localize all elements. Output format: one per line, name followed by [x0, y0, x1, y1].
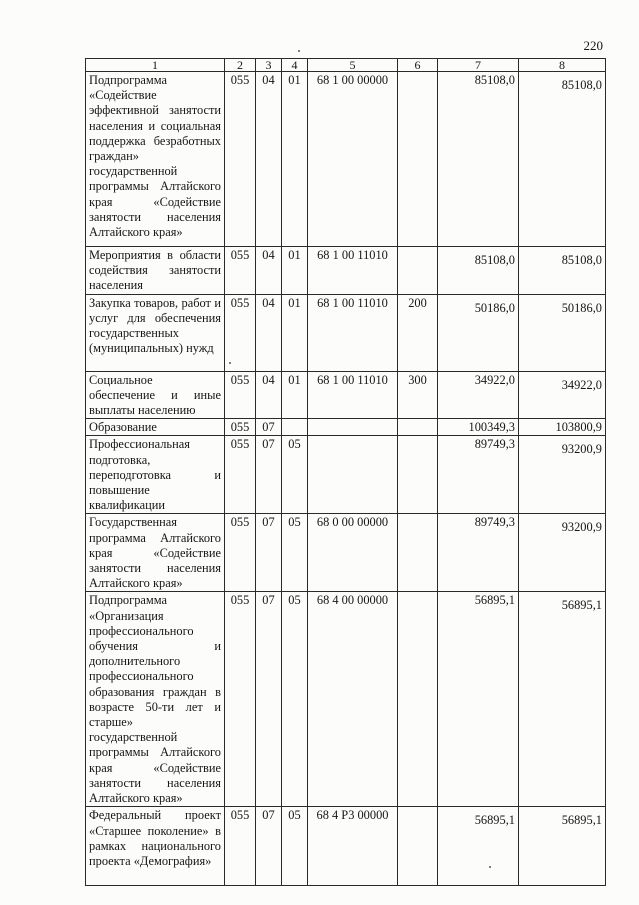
- cell-pr: 01: [282, 294, 308, 371]
- cell-csr: 68 1 00 11010: [308, 294, 398, 371]
- row-name: Государственная программа Алтайского края «Содействие занятости населения Алтайского края»: [86, 514, 225, 592]
- cell-sum2: 93200,9: [519, 514, 606, 592]
- row-name: Федеральный проект «Старшее поколение» в рамках национального проекта «Демография»: [86, 807, 225, 886]
- cell-rz: 04: [256, 371, 282, 419]
- cell-sum1: 89749,3: [438, 514, 519, 592]
- cell-csr: 68 1 00 11010: [308, 371, 398, 419]
- cell-vr: [398, 436, 438, 514]
- cell-csr: 68 4 P3 00000: [308, 807, 398, 886]
- column-header: 2: [225, 59, 256, 72]
- cell-csr: 68 1 00 00000: [308, 72, 398, 247]
- cell-ved: 055: [225, 807, 256, 886]
- table-row: [86, 72, 606, 247]
- column-header: 5: [308, 59, 398, 72]
- cell-sum1: 85108,0: [438, 247, 519, 295]
- cell-sum2: 34922,0: [519, 371, 606, 419]
- cell-vr: [398, 247, 438, 295]
- table-row: [86, 247, 606, 295]
- row-name: Подпрограмма «Организация профессионального обучения и дополнительного профессионального образования граждан в возрасте 50-ти лет и старше» государственной программы Алтайского края «Содействие занятости населения Алтайского края»: [86, 592, 225, 807]
- cell-sum2: 50186,0: [519, 294, 606, 371]
- cell-sum1: 100349,3: [438, 419, 519, 436]
- cell-rz: 07: [256, 514, 282, 592]
- table-row: [86, 592, 606, 807]
- cell-pr: 05: [282, 514, 308, 592]
- cell-vr: 200: [398, 294, 438, 371]
- cell-ved: 055: [225, 247, 256, 295]
- cell-sum2: 85108,0: [519, 72, 606, 247]
- table-row: [86, 294, 606, 371]
- cell-sum2: 56895,1: [519, 592, 606, 807]
- table-row: [86, 514, 606, 592]
- cell-sum1: 50186,0: [438, 294, 519, 371]
- cell-pr: 01: [282, 247, 308, 295]
- scan-speck: [298, 50, 300, 52]
- table-row: [86, 436, 606, 514]
- cell-sum2: 93200,9: [519, 436, 606, 514]
- table-row: [86, 807, 606, 886]
- cell-sum1: 56895,1: [438, 592, 519, 807]
- cell-pr: 01: [282, 371, 308, 419]
- cell-csr: 68 4 00 00000: [308, 592, 398, 807]
- table-row: [86, 371, 606, 419]
- column-header: 6: [398, 59, 438, 72]
- cell-sum1: 89749,3: [438, 436, 519, 514]
- cell-rz: 07: [256, 419, 282, 436]
- cell-rz: 07: [256, 436, 282, 514]
- cell-pr: 05: [282, 807, 308, 886]
- column-header: 4: [282, 59, 308, 72]
- cell-sum2: 56895,1: [519, 807, 606, 886]
- cell-ved: 055: [225, 72, 256, 247]
- cell-sum1: 56895,1: [438, 807, 519, 886]
- cell-pr: [282, 419, 308, 436]
- cell-vr: 300: [398, 371, 438, 419]
- cell-rz: 07: [256, 807, 282, 886]
- cell-ved: 055: [225, 514, 256, 592]
- column-header: 3: [256, 59, 282, 72]
- cell-rz: 07: [256, 592, 282, 807]
- row-name: Образование: [86, 419, 225, 436]
- row-name: Закупка товаров, работ и услуг для обеспечения государственных (муниципальных) нужд: [86, 294, 225, 371]
- cell-ved: 055: [225, 371, 256, 419]
- row-name: Подпрограмма «Содействие эффективной занятости населения и социальная поддержка безработных граждан» государственной программы Алтайского края «Содействие занятости населения Алтайского края»: [86, 72, 225, 247]
- table-row: [86, 419, 606, 436]
- cell-pr: 05: [282, 436, 308, 514]
- cell-pr: 05: [282, 592, 308, 807]
- cell-vr: [398, 592, 438, 807]
- cell-sum1: 34922,0: [438, 371, 519, 419]
- cell-vr: [398, 419, 438, 436]
- cell-sum2: 85108,0: [519, 247, 606, 295]
- cell-sum2: 103800,9: [519, 419, 606, 436]
- cell-ved: 055: [225, 419, 256, 436]
- column-header: 1: [86, 59, 225, 72]
- budget-table: [85, 58, 606, 886]
- cell-pr: 01: [282, 72, 308, 247]
- cell-csr: 68 1 00 11010: [308, 247, 398, 295]
- row-name: Мероприятия в области содействия занятости населения: [86, 247, 225, 295]
- cell-ved: 055: [225, 592, 256, 807]
- row-name: Профессиональная подготовка, переподготовка и повышение квалификации: [86, 436, 225, 514]
- row-name: Социальное обеспечение и иные выплаты населению: [86, 371, 225, 419]
- cell-vr: [398, 514, 438, 592]
- cell-csr: [308, 419, 398, 436]
- scan-speck: [229, 362, 231, 364]
- cell-rz: 04: [256, 72, 282, 247]
- header-row: [86, 59, 606, 72]
- column-header: 8: [519, 59, 606, 72]
- page-number: 220: [583, 38, 603, 53]
- column-header: 7: [438, 59, 519, 72]
- cell-rz: 04: [256, 294, 282, 371]
- cell-csr: [308, 436, 398, 514]
- cell-rz: 04: [256, 247, 282, 295]
- cell-ved: 055: [225, 436, 256, 514]
- scan-speck: [489, 866, 491, 868]
- cell-sum1: 85108,0: [438, 72, 519, 247]
- cell-vr: [398, 72, 438, 247]
- cell-csr: 68 0 00 00000: [308, 514, 398, 592]
- cell-ved: 055: [225, 294, 256, 371]
- cell-vr: [398, 807, 438, 886]
